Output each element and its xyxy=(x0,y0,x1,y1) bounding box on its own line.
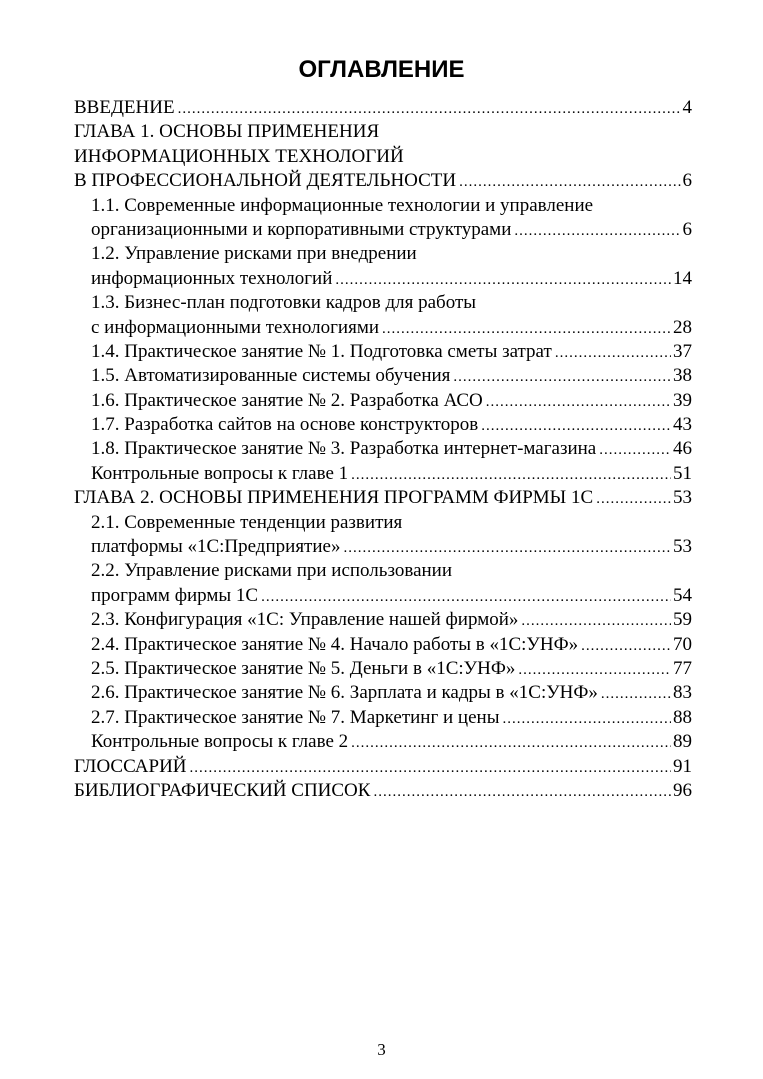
toc-line xyxy=(74,584,692,608)
toc-line xyxy=(74,681,692,705)
toc-entry-text: ИНФОРМАЦИОННЫХ ТЕХНОЛОГИЙ xyxy=(74,145,404,167)
toc-page-number: 37 xyxy=(673,340,692,362)
toc-page-number: 89 xyxy=(673,731,692,753)
toc-entry-text: ГЛОССАРИЙ xyxy=(74,755,187,777)
toc-entry-text: 1.1. Современные информационные технологии и управление xyxy=(91,194,594,216)
dot-leader xyxy=(459,170,680,194)
toc-page-number: 46 xyxy=(673,438,692,460)
toc-page-number: 4 xyxy=(682,97,692,118)
toc-line xyxy=(74,779,692,803)
dot-leader xyxy=(178,97,681,121)
toc-entry-text: ГЛАВА 2. ОСНОВЫ ПРИМЕНЕНИЯ ПРОГРАММ ФИРМЫ 1С xyxy=(74,487,594,509)
toc-line xyxy=(74,462,692,486)
toc-page-number: 28 xyxy=(673,316,692,338)
toc-line xyxy=(74,194,692,218)
toc-page-number: 53 xyxy=(673,487,692,509)
toc-entry-text: 1.6. Практическое занятие № 2. Разработка АСО xyxy=(91,389,483,411)
dot-leader xyxy=(261,585,671,609)
toc-entry-text: организационными и корпоративными структурами xyxy=(91,218,512,240)
toc-line xyxy=(74,291,692,315)
dot-leader xyxy=(596,487,671,511)
toc-line xyxy=(74,389,692,413)
toc-entry-text: 1.3. Бизнес-план подготовки кадров для работы xyxy=(91,292,477,314)
toc-page-number: 43 xyxy=(673,414,692,436)
toc-line xyxy=(74,267,692,291)
toc-entry-text: БИБЛИОГРАФИЧЕСКИЙ СПИСОК xyxy=(74,779,371,801)
dot-leader xyxy=(481,414,671,438)
dot-leader xyxy=(335,268,671,292)
toc-entry-text: 1.8. Практическое занятие № 3. Разработка интернет-магазина xyxy=(91,438,597,460)
toc-line xyxy=(74,608,692,632)
toc-entry-text: 1.2. Управление рисками при внедрении xyxy=(91,243,417,265)
toc-entry-text: с информационными технологиями xyxy=(91,316,380,338)
toc-entry-text: платформы «1С:Предприятие» xyxy=(91,536,341,558)
dot-leader xyxy=(486,390,671,414)
toc-entry-text: 2.6. Практическое занятие № 6. Зарплата и кадры в «1С:УНФ» xyxy=(91,682,598,704)
toc-page-number: 70 xyxy=(673,633,692,655)
table-of-contents xyxy=(74,96,692,803)
toc-line xyxy=(74,316,692,340)
toc-line xyxy=(74,413,692,437)
toc-line xyxy=(74,169,692,193)
toc-entry-text: 1.5. Автоматизированные системы обучения xyxy=(91,365,451,387)
toc-entry-text: программ фирмы 1С xyxy=(91,584,259,606)
dot-leader xyxy=(514,219,680,243)
toc-entry-text: В ПРОФЕССИОНАЛЬНОЙ ДЕЯТЕЛЬНОСТИ xyxy=(74,170,457,192)
dot-leader xyxy=(555,341,671,365)
dot-leader xyxy=(518,658,671,682)
toc-page-number: 83 xyxy=(673,682,692,704)
page-title: ОГЛАВЛЕНИЕ xyxy=(298,56,465,83)
dot-leader xyxy=(382,317,671,341)
toc-line xyxy=(74,706,692,730)
dot-leader xyxy=(581,634,671,658)
toc-page-number: 39 xyxy=(673,389,692,411)
dot-leader xyxy=(351,463,671,487)
toc-entry-text: 1.4. Практическое занятие № 1. Подготовка сметы затрат xyxy=(91,340,552,362)
dot-leader xyxy=(343,536,671,560)
toc-entry-text: ВВЕДЕНИЕ xyxy=(74,97,175,118)
toc-page-number: 38 xyxy=(673,365,692,387)
toc-line xyxy=(74,559,692,583)
toc-entry-text: 2.5. Практическое занятие № 5. Деньги в «1С:УНФ» xyxy=(91,657,516,679)
toc-entry-text: информационных технологий xyxy=(91,267,333,289)
toc-page-number: 91 xyxy=(673,755,692,777)
toc-page-number: 77 xyxy=(673,657,692,679)
dot-leader xyxy=(190,756,671,780)
toc-entry-text: Контрольные вопросы к главе 1 xyxy=(91,462,349,484)
toc-line xyxy=(74,242,692,266)
toc-entry-text: 1.7. Разработка сайтов на основе конструкторов xyxy=(91,414,479,436)
toc-line xyxy=(74,511,692,535)
page-number: 3 xyxy=(377,1040,386,1059)
dot-leader xyxy=(373,780,671,804)
toc-line xyxy=(74,633,692,657)
toc-page-number: 14 xyxy=(673,267,692,289)
toc-entry-text: ГЛАВА 1. ОСНОВЫ ПРИМЕНЕНИЯ xyxy=(74,121,380,143)
toc-line xyxy=(74,486,692,510)
toc-entry-text: Контрольные вопросы к главе 2 xyxy=(91,731,349,753)
toc-line xyxy=(74,218,692,242)
toc-line xyxy=(74,364,692,388)
toc-page-number: 53 xyxy=(673,536,692,558)
toc-entry-text: 2.2. Управление рисками при использовании xyxy=(91,560,453,582)
toc-line xyxy=(74,120,692,144)
toc-entry-text: 2.1. Современные тенденции развития xyxy=(91,511,403,533)
dot-leader xyxy=(521,609,671,633)
toc-page-number: 6 xyxy=(682,170,692,192)
dot-leader xyxy=(502,707,671,731)
toc-line xyxy=(74,755,692,779)
dot-leader xyxy=(599,438,671,462)
dot-leader xyxy=(601,682,671,706)
toc-page-number: 96 xyxy=(673,779,692,801)
toc-page-number: 6 xyxy=(682,218,692,240)
toc-line xyxy=(74,657,692,681)
toc-entry-text: 2.3. Конфигурация «1С: Управление нашей фирмой» xyxy=(91,609,519,631)
dot-leader xyxy=(453,365,671,389)
toc-line xyxy=(74,535,692,559)
toc-page-number: 59 xyxy=(673,609,692,631)
toc-entry-text: 2.7. Практическое занятие № 7. Маркетинг и цены xyxy=(91,706,500,728)
toc-line xyxy=(74,340,692,364)
toc-line xyxy=(74,730,692,754)
toc-line xyxy=(74,96,692,120)
toc-page-number: 88 xyxy=(673,706,692,728)
dot-leader xyxy=(351,731,671,755)
toc-page-number: 51 xyxy=(673,462,692,484)
toc-line xyxy=(74,437,692,461)
toc-entry-text: 2.4. Практическое занятие № 4. Начало работы в «1С:УНФ» xyxy=(91,633,579,655)
toc-page-number: 54 xyxy=(673,584,692,606)
toc-line xyxy=(74,145,692,169)
